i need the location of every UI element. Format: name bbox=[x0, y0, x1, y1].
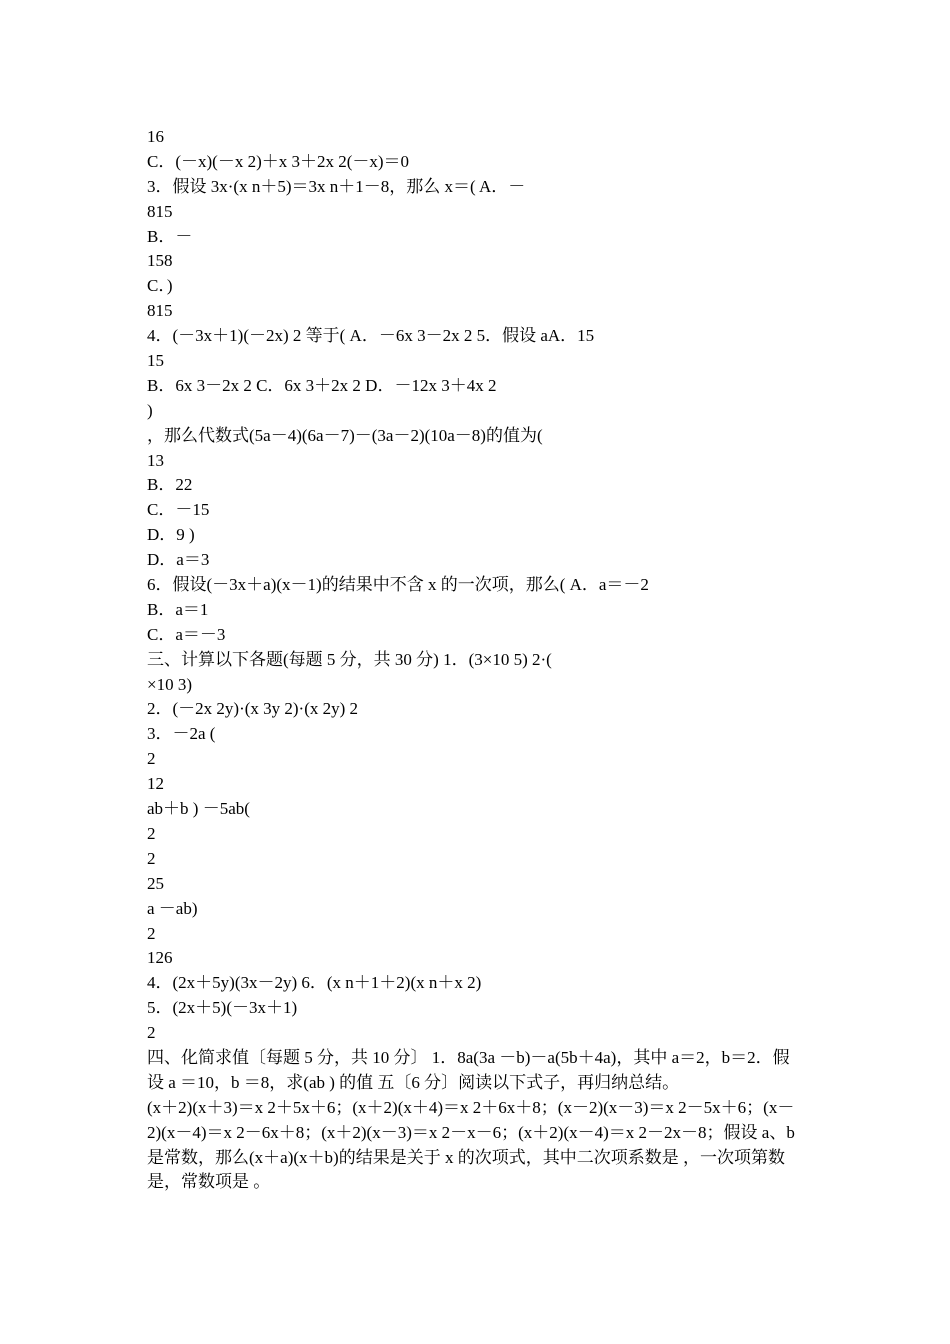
simplify-section-paragraph: 四、化简求值〔每题 5 分，共 10 分〕 1．8a(3a －b)－a(5b＋4a)，其中 a＝2，b＝2．假设 a ＝10，b ＝8，求(ab ) 的值 五〔6 分〕阅读以下式子，再归纳总结。 bbox=[147, 1047, 790, 1092]
text-line: 4．(－3x＋1)(－2x) 2 等于( A．－6x 3－2x 2 5．假设 aA．15 bbox=[147, 326, 595, 346]
document-body bbox=[147, 125, 807, 1195]
text-line: 2 bbox=[147, 848, 156, 868]
text-line: C．－15 bbox=[147, 500, 210, 520]
text-line: 126 bbox=[147, 948, 173, 968]
text-line: 4．(2x＋5y)(3x－2y) 6．(x n＋1＋2)(x n＋x 2) bbox=[147, 973, 482, 993]
text-line: ，那么代数式(5a－4)(6a－7)－(3a－2)(10a－8)的值为( bbox=[147, 425, 543, 445]
text-line: ) bbox=[147, 400, 153, 420]
text-line: a －ab) bbox=[147, 898, 198, 918]
text-line: D．9 ) bbox=[147, 525, 195, 545]
text-line: 158 bbox=[147, 251, 173, 271]
text-line: 16 bbox=[147, 127, 164, 146]
text-line: C．a＝－3 bbox=[147, 624, 226, 644]
text-line: 6．假设(－3x＋a)(x－1)的结果中不含 x 的一次项，那么( A．a＝－2 bbox=[147, 575, 649, 595]
pattern-summary-paragraph: (x＋2)(x＋3)＝x 2＋5x＋6；(x＋2)(x＋4)＝x 2＋6x＋8；(x－2)(x－3)＝x 2－5x＋6；(x－2)(x－4)＝x 2－6x＋8；(x＋2)(x－3)＝x 2－x－6；(x＋2)(x－4)＝x 2－2x－8；假设 a、b 是常数，那么(x＋a)(x＋b)的结果是关于 x 的次项式，其中二次项系数是 ，一次项第数是，常数项是 。 bbox=[147, 1097, 795, 1192]
text-line: 2 bbox=[147, 749, 156, 769]
text-line: B．－ bbox=[147, 226, 193, 246]
text-line: D．a＝3 bbox=[147, 550, 210, 570]
text-line: C．(－x)(－x 2)＋x 3＋2x 2(－x)＝0 bbox=[147, 151, 410, 171]
text-line: 15 bbox=[147, 351, 164, 371]
text-line: 25 bbox=[147, 873, 164, 893]
text-line: ab＋b ) －5ab( bbox=[147, 799, 250, 819]
text-line: 2 bbox=[147, 823, 156, 843]
text-line: B．22 bbox=[147, 475, 193, 495]
text-line: C．) bbox=[147, 276, 173, 296]
section-heading: 三、计算以下各题(每题 5 分，共 30 分) 1．(3×10 5) 2·( bbox=[147, 649, 552, 669]
text-line: 2．(－2x 2y)·(x 3y 2)·(x 2y) 2 bbox=[147, 699, 359, 719]
text-line: 2 bbox=[147, 1023, 156, 1043]
text-line: 5．(2x＋5)(－3x＋1) bbox=[147, 998, 298, 1018]
text-line: 3．－2a ( bbox=[147, 724, 216, 744]
text-line: B．a＝1 bbox=[147, 599, 209, 619]
text-line: B．6x 3－2x 2 C．6x 3＋2x 2 D．－12x 3＋4x 2 bbox=[147, 375, 497, 395]
text-line: 2 bbox=[147, 923, 156, 943]
text-line: 3．假设 3x·(x n＋5)＝3x n＋1－8，那么 x＝( A．－ bbox=[147, 176, 526, 196]
text-line: 13 bbox=[147, 450, 164, 470]
text-line: ×10 3) bbox=[147, 674, 192, 694]
text-line: 12 bbox=[147, 774, 164, 794]
text-line: 815 bbox=[147, 301, 173, 321]
text-line: 815 bbox=[147, 201, 173, 221]
